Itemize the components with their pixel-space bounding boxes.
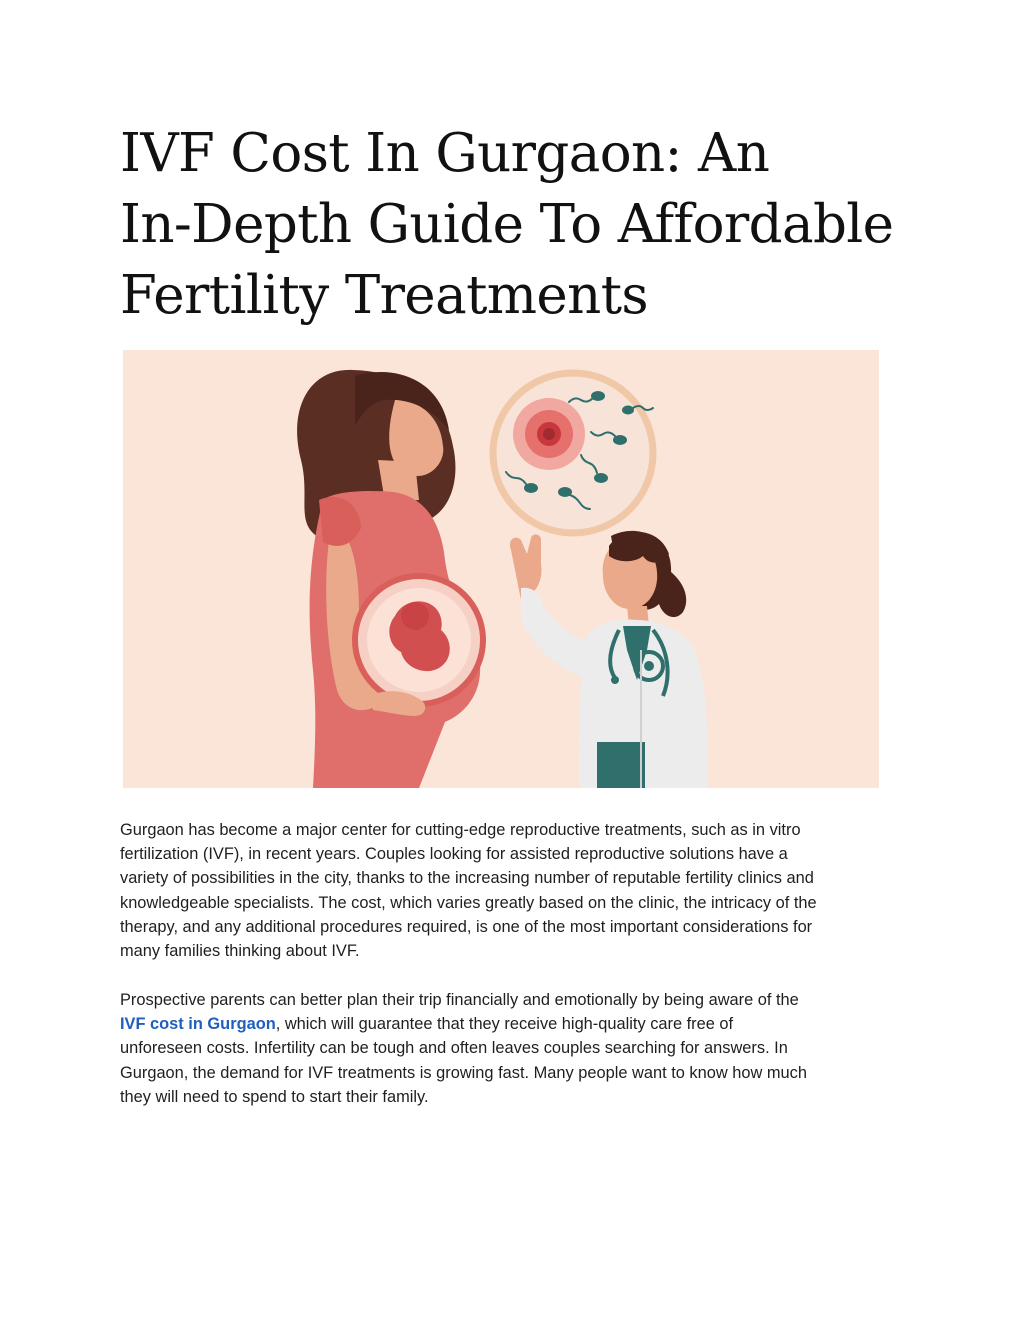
hero-illustration bbox=[123, 350, 879, 788]
paragraph-line: Gurgaon, the demand for IVF treatments is growing fast. Many people want to know how much bbox=[120, 1063, 807, 1082]
title-line: In-Depth Guide To Affordable bbox=[120, 194, 894, 255]
article-title bbox=[120, 118, 920, 331]
paragraph-line: many families thinking about IVF. bbox=[120, 942, 360, 961]
paragraph-line: fertilization (IVF), in recent years. Couples looking for assisted reproductive solutions have a bbox=[120, 845, 788, 864]
paragraph-line: unforeseen costs. Infertility can be tough and often leaves couples searching for answers. In bbox=[120, 1039, 788, 1058]
title-line: Fertility Treatments bbox=[120, 265, 649, 326]
paragraph-text: , which will guarantee that they receive high-quality care free of bbox=[275, 1015, 734, 1034]
paragraph-line: Prospective parents can better plan their trip financially and emotionally by being aware of the bbox=[120, 991, 799, 1009]
paragraph-line: knowledgeable specialists. The cost, which varies greatly based on the clinic, the intricacy of the bbox=[120, 893, 817, 912]
paragraph-line: they will need to spend to start their family. bbox=[120, 1087, 429, 1106]
paragraph-line: variety of possibilities in the city, thanks to the increasing number of reputable fertility clinics and bbox=[120, 869, 814, 888]
paragraph-line: Gurgaon has become a major center for cutting-edge reproductive treatments, such as in vitro bbox=[120, 821, 801, 839]
title-line: IVF Cost In Gurgaon: An bbox=[120, 123, 770, 184]
ivf-cost-link[interactable]: IVF cost in Gurgaon bbox=[120, 1015, 276, 1034]
egg-and-sperm-icon bbox=[493, 373, 653, 533]
paragraph-line-with-link bbox=[120, 1012, 910, 1036]
cost-paragraph bbox=[120, 988, 910, 1109]
intro-paragraph bbox=[120, 818, 910, 963]
paragraph-line: therapy, and any additional procedures required, is one of the most important considerations for bbox=[120, 917, 813, 936]
